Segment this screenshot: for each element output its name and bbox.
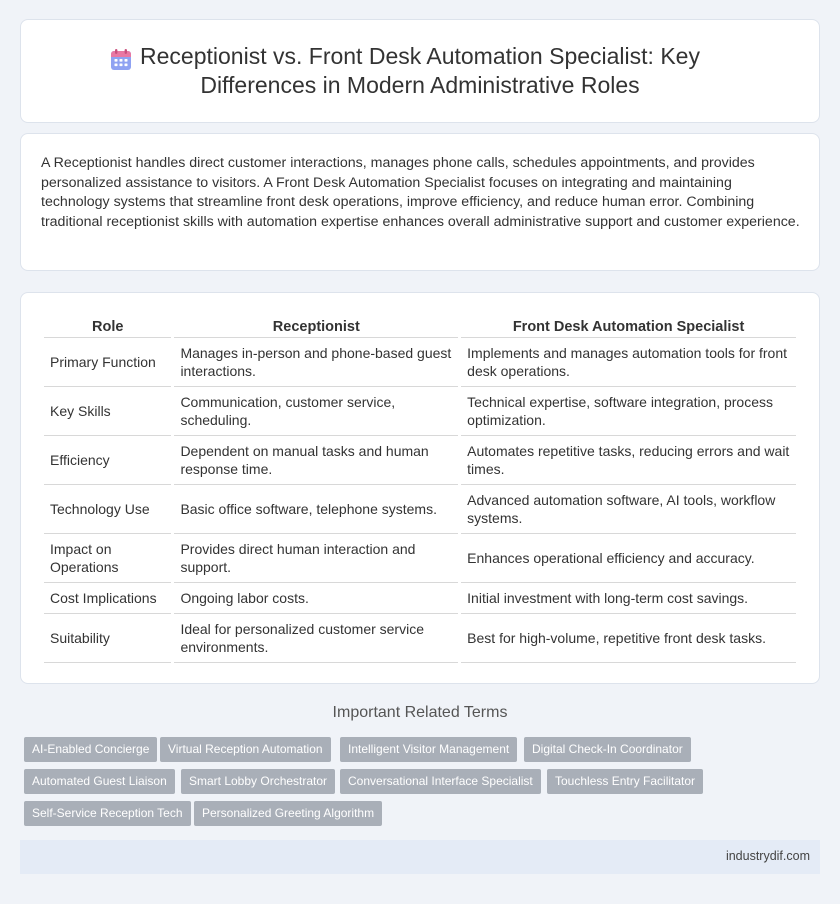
- table-header-receptionist: Receptionist: [174, 317, 458, 338]
- related-term-tag[interactable]: Intelligent Visitor Management: [340, 737, 517, 762]
- table-cell: Ongoing labor costs.: [174, 583, 458, 614]
- table-cell: Efficiency: [44, 436, 171, 485]
- table-cell: Manages in-person and phone-based guest interactions.: [174, 338, 458, 387]
- table-cell: Initial investment with long-term cost savings.: [461, 583, 796, 614]
- table-cell: Implements and manages automation tools for front desk operations.: [461, 338, 796, 387]
- table-cell: Enhances operational efficiency and accuracy.: [461, 534, 796, 583]
- related-term-tag[interactable]: Virtual Reception Automation: [160, 737, 331, 762]
- related-term-tag[interactable]: Self-Service Reception Tech: [24, 801, 191, 826]
- table-row: [44, 485, 796, 534]
- table-header-role: Role: [44, 317, 171, 338]
- table-row: [44, 387, 796, 436]
- table-cell: Best for high-volume, repetitive front desk tasks.: [461, 614, 796, 663]
- table-row: [44, 614, 796, 663]
- table-cell: Automates repetitive tasks, reducing errors and wait times.: [461, 436, 796, 485]
- table-cell: Provides direct human interaction and support.: [174, 534, 458, 583]
- related-term-tag[interactable]: Automated Guest Liaison: [24, 769, 175, 794]
- footer-site-link[interactable]: industrydif.com: [725, 849, 810, 863]
- related-term-tag[interactable]: Personalized Greeting Algorithm: [194, 801, 382, 826]
- comparison-table-card: [20, 292, 820, 684]
- title-card: [20, 19, 820, 123]
- footer-bar: [20, 840, 820, 874]
- table-cell: Impact on Operations: [44, 534, 171, 583]
- table-row: [44, 436, 796, 485]
- comparison-table: [41, 317, 799, 663]
- table-cell: Basic office software, telephone systems.: [174, 485, 458, 534]
- table-row: [44, 338, 796, 387]
- table-row: [44, 534, 796, 583]
- related-term-tag[interactable]: Smart Lobby Orchestrator: [181, 769, 335, 794]
- table-cell: Key Skills: [44, 387, 171, 436]
- related-term-tag[interactable]: Digital Check-In Coordinator: [524, 737, 691, 762]
- related-terms-heading: Important Related Terms: [332, 704, 508, 721]
- table-cell: Advanced automation software, AI tools, workflow systems.: [461, 485, 796, 534]
- related-term-tag[interactable]: Conversational Interface Specialist: [340, 769, 541, 794]
- related-term-tag[interactable]: AI-Enabled Concierge: [24, 737, 157, 762]
- table-cell: Primary Function: [44, 338, 171, 387]
- table-cell: Technical expertise, software integration, process optimization.: [461, 387, 796, 436]
- table-cell: Communication, customer service, scheduling.: [174, 387, 458, 436]
- table-cell: Cost Implications: [44, 583, 171, 614]
- related-term-tag[interactable]: Touchless Entry Facilitator: [547, 769, 703, 794]
- table-cell: Ideal for personalized customer service environments.: [174, 614, 458, 663]
- table-cell: Dependent on manual tasks and human response time.: [174, 436, 458, 485]
- page-title: Receptionist vs. Front Desk Automation Specialist: Key Differences in Modern Administrative Roles: [140, 43, 700, 98]
- table-row: [44, 583, 796, 614]
- table-cell: Technology Use: [44, 485, 171, 534]
- table-header-specialist: Front Desk Automation Specialist: [461, 317, 796, 338]
- table-cell: Suitability: [44, 614, 171, 663]
- intro-paragraph: A Receptionist handles direct customer interactions, manages phone calls, schedules appointments, and provides personalized assistance to visitors. A Front Desk Automation Specialist focuses on integrating and maintaining technology systems that streamline front desk operations, improve efficiency, and reduce human error. Combining traditional receptionist skills with automation expertise enhances overall administrative support and customer experience.: [41, 155, 800, 230]
- intro-card: [20, 133, 820, 271]
